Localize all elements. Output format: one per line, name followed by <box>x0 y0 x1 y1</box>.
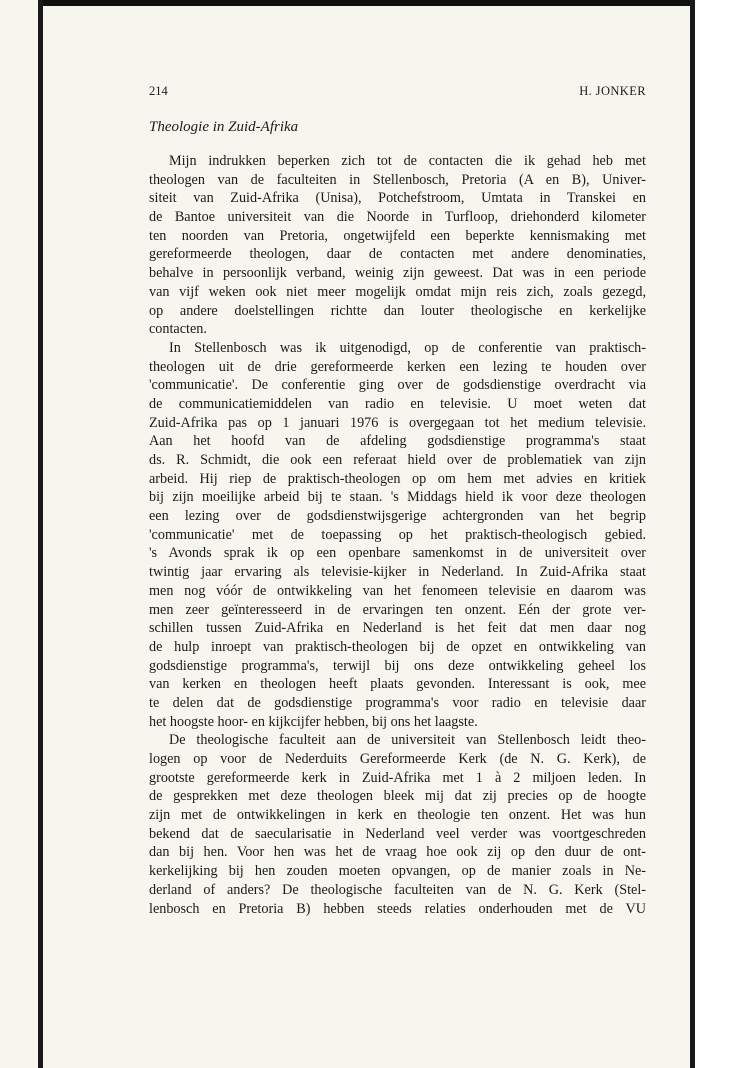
text-line: bij zijn moeilijke arbeid bij te staan. 's Middags hield ik voor deze theologen <box>149 489 646 506</box>
text-line: 'communicatie'. De conferentie ging over de godsdienstige overdracht via <box>149 377 646 394</box>
text-line: In Stellenbosch was ik uitgenodigd, op de conferentie van praktisch- <box>169 339 646 356</box>
text-line: ds. R. Schmidt, die ook een referaat hield over de problematiek van zijn <box>149 452 646 468</box>
text-line: 'communicatie' met de toepassing op het praktisch-theologisch gebied. <box>149 526 646 543</box>
text-line: bekend dat de saecularisatie in Nederland veel verder was voortgeschreden <box>149 825 646 842</box>
text-line: te delen dat de godsdienstige programma's voor radio en televisie daar <box>149 694 646 711</box>
text-line: arbeid. Hij riep de praktisch-theologen op om hem met advies en kritiek <box>149 470 646 487</box>
text-line: theologen uit de drie gereformeerde kerken een lezing te houden over <box>149 358 646 375</box>
text-line: derland of anders? De theologische faculteiten van de N. G. Kerk (Stel- <box>149 881 646 898</box>
text-line: op andere doelstellingen richtte dan louter theologische en kerkelijke <box>149 302 646 319</box>
running-header <box>149 84 646 102</box>
text-line: het hoogste hoor- en kijkcijfer hebben, bij ons het laagste. <box>149 713 478 730</box>
text-line: de Bantoe universiteit van die Noorde in Turfloop, driehonderd kilometer <box>149 209 646 226</box>
text-line: theologen van de faculteiten in Stellenbosch, Pretoria (A en B), Univer- <box>149 171 646 188</box>
text-line: gereformeerde theologen, daar de contacten met andere denominaties, <box>149 246 646 263</box>
text-line: de gesprekken met deze theologen bleek mij dat zij precies op de hoogte <box>149 788 646 805</box>
text-line: Mijn indrukken beperken zich tot de contacten die ik gehad heb met <box>169 153 646 169</box>
text-line: kerkelijking bij hen zouden moeten opvangen, op de manier zoals in Ne- <box>149 863 646 880</box>
text-line: ten noorden van Pretoria, ongetwijfeld een beperkte kennismaking met <box>149 227 646 244</box>
text-line: schillen tussen Zuid-Afrika en Nederland is het feit dat men daar nog <box>149 620 646 637</box>
page-number: 214 <box>149 84 168 98</box>
text-line: Zuid-Afrika pas op 1 januari 1976 is overgegaan tot het medium televisie. <box>149 414 646 431</box>
text-line: logen op voor de Nederduits Gereformeerde Kerk (de N. G. Kerk), de <box>149 751 646 767</box>
author-running-head: H. JONKER <box>579 84 646 98</box>
text-line: van vijf weken ook niet meer mogelijk omdat mijn reis zich, zoals gezegd, <box>149 283 646 300</box>
text-line: lenbosch en Pretoria B) hebben steeds relaties onderhouden met de VU <box>149 900 646 917</box>
text-line: de communicatiemiddelen van radio en televisie. U moet weten dat <box>149 395 646 412</box>
text-line: siteit van Zuid-Afrika (Unisa), Potchefstroom, Umtata in Transkei en <box>149 190 646 207</box>
text-line: een lezing over de godsdienstwijsgerige achtergronden van het begrip <box>149 508 646 525</box>
section-title: Theologie in Zuid-Afrika <box>149 119 299 135</box>
text-line: grootste gereformeerde kerk in Zuid-Afrika met 1 à 2 miljoen leden. In <box>149 769 646 786</box>
text-line: De theologische faculteit aan de universiteit van Stellenbosch leidt theo- <box>169 732 646 749</box>
text-line: zijn met de ontwikkelingen in kerk en theologie ten onzent. Het was hun <box>149 807 646 824</box>
text-line: contacten. <box>149 321 207 338</box>
page-edge-top <box>40 0 695 6</box>
text-line: van kerken en theologen heeft plaats gevonden. Interessant is ook, mee <box>149 676 646 693</box>
scan-margin-right <box>695 0 738 1068</box>
text-line: de hulp inroept van praktisch-theologen bij de opzet en ontwikkeling van <box>149 638 646 655</box>
page-edge-left <box>38 0 43 1068</box>
body-text <box>149 152 646 918</box>
text-line: twintig jaar ervaring als televisie-kijker in Nederland. In Zuid-Afrika staat <box>149 564 646 581</box>
text-line: men nog vóór de ontwikkeling van het fenomeen televisie en daarom was <box>149 582 646 599</box>
text-line: 's Avonds sprak ik op een openbare samenkomst in de universiteit over <box>149 545 646 562</box>
text-line: men zeer geïnteresseerd in de ervaringen ten onzent. Eén der grote ver- <box>149 601 646 618</box>
text-line: dan bij hen. Voor hen was het de vraag hoe ook zij op den duur de ont- <box>149 844 646 861</box>
text-line: godsdienstige programma's, terwijl bij ons deze ontwikkeling geheel los <box>149 657 646 674</box>
text-line: behalve in persoonlijk verband, weinig zijn geweest. Dat was in een periode <box>149 265 646 282</box>
text-line: Aan het hoofd van de afdeling godsdienstige programma's staat <box>149 433 646 450</box>
